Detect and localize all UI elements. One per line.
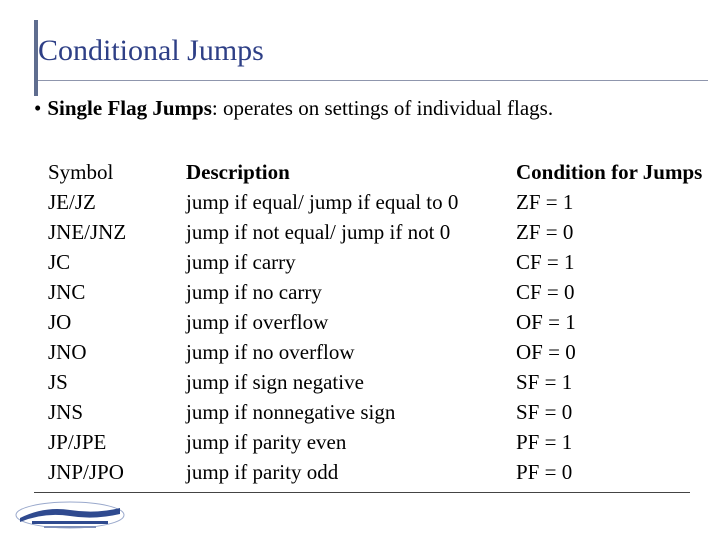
publisher-logo-icon [14,500,126,530]
table-row [42,337,716,367]
table-row [42,217,716,247]
slide-title: Conditional Jumps [38,34,264,67]
bullet-text: : operates on settings of individual flags. [211,96,554,120]
condition-cell: PF = 0 [516,460,573,484]
table-row [42,307,716,337]
description-cell: jump if carry [186,250,296,274]
table-row [42,367,716,397]
condition-cell: PF = 1 [516,430,573,454]
bullet-point [34,96,553,121]
symbol-cell: JNE/JNZ [48,220,127,244]
condition-cell: SF = 1 [516,370,573,394]
table-row [42,247,716,277]
table-row [42,397,716,427]
description-cell: jump if overflow [186,310,329,334]
symbol-cell: JNS [48,400,84,424]
symbol-cell: JO [48,310,72,334]
condition-cell: CF = 1 [516,250,575,274]
symbol-cell: JNO [48,340,87,364]
condition-cell: CF = 0 [516,280,575,304]
symbol-cell: JC [48,250,71,274]
footer-divider [34,492,690,493]
title-divider [38,80,708,81]
jumps-table [42,157,716,487]
header-description: Description [186,160,290,184]
symbol-cell: JP/JPE [48,430,107,454]
description-cell: jump if parity even [186,430,347,454]
description-cell: jump if sign negative [186,370,364,394]
condition-cell: ZF = 1 [516,190,574,214]
symbol-cell: JE/JZ [48,190,96,214]
description-cell: jump if nonnegative sign [186,400,396,424]
header-condition: Condition for Jumps [516,160,703,184]
table-row [42,187,716,217]
description-cell: jump if not equal/ jump if not 0 [186,220,451,244]
bullet-marker: • [34,96,42,120]
table-body [42,187,716,487]
header-symbol: Symbol [48,160,114,184]
table-row [42,457,716,487]
table-row [42,277,716,307]
table-row [42,427,716,457]
table-header-row [42,157,716,187]
condition-cell: OF = 0 [516,340,576,364]
condition-cell: ZF = 0 [516,220,574,244]
condition-cell: SF = 0 [516,400,573,424]
bullet-lead: Single Flag Jumps [47,96,212,120]
description-cell: jump if no overflow [186,340,355,364]
description-cell: jump if equal/ jump if equal to 0 [186,190,459,214]
symbol-cell: JS [48,370,68,394]
condition-cell: OF = 1 [516,310,576,334]
description-cell: jump if no carry [186,280,322,304]
description-cell: jump if parity odd [186,460,339,484]
symbol-cell: JNC [48,280,86,304]
symbol-cell: JNP/JPO [48,460,124,484]
